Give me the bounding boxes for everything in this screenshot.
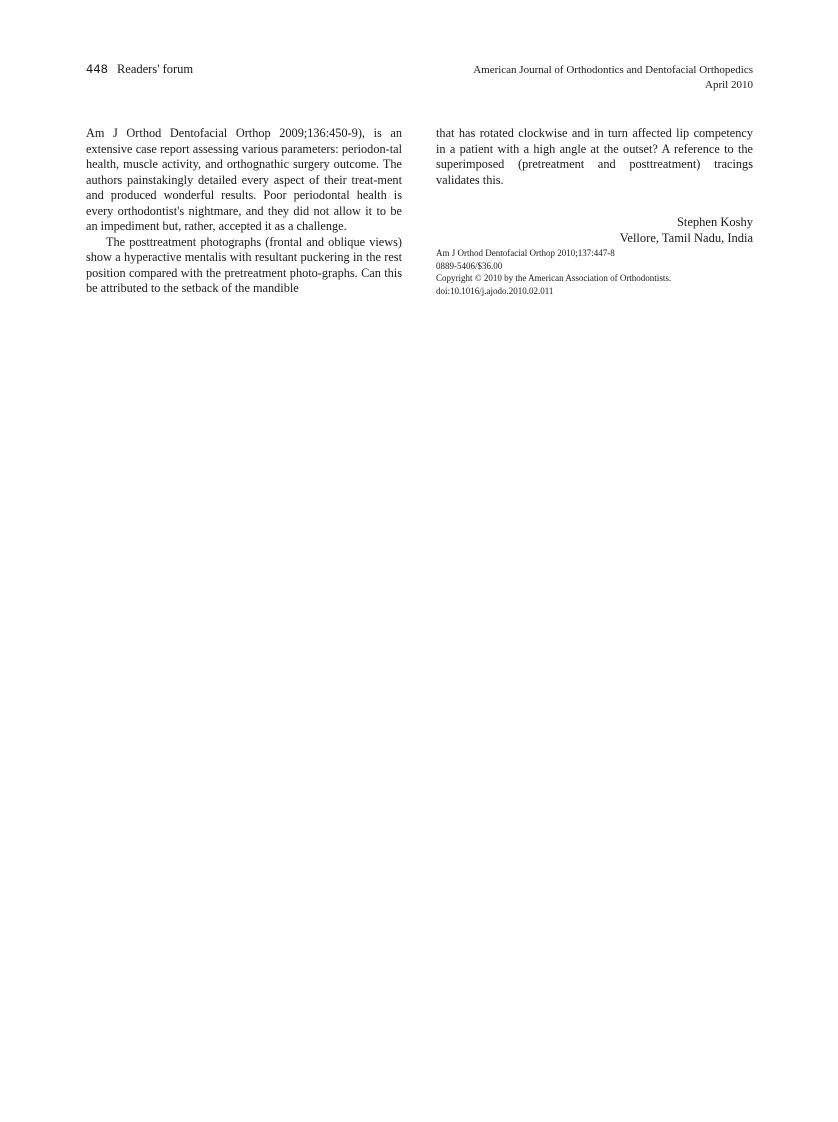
author-name: Stephen Koshy bbox=[676, 215, 753, 229]
doi: doi:10.1016/j.ajodo.2010.02.011 bbox=[436, 285, 554, 296]
citation-block bbox=[436, 247, 671, 297]
body-paragraph: that has rotated clockwise and in turn affected lip competency in a patient with a high angle at the outset? A reference to the superimposed (pretreatment and posttreatment) tracings validates this. bbox=[436, 126, 753, 187]
body-paragraph: Am J Orthod Dentofacial Orthop 2009;136:450-9), is an extensive case report assessing various parameters: periodon-tal health, muscle activity, and orthognathic surgery outcome. The authors painstakingly detailed every aspect of their treat-ment and produced wonderful results. Poor periodontal health is every orthodontist's nightmare, and they did not allow it to be an impediment but, rather, accepted it as a challenge. bbox=[86, 126, 402, 233]
body-paragraph: The posttreatment photographs (frontal and oblique views) show a hyperactive mentalis with resultant puckering in the rest position compared with the pretreatment photo-graphs. Can this be attributed to the setback of the mandible bbox=[86, 234, 402, 295]
left-column bbox=[86, 126, 402, 297]
running-header-left bbox=[86, 62, 193, 77]
citation-reference: Am J Orthod Dentofacial Orthop 2010;137:447-8 bbox=[436, 248, 615, 258]
journal-title: American Journal of Orthodontics and Dentofacial Orthopedics bbox=[473, 64, 753, 76]
page-number: 448 bbox=[86, 62, 108, 76]
issue-date: April 2010 bbox=[705, 79, 753, 91]
section-title: Readers' forum bbox=[116, 62, 194, 76]
author-signature bbox=[620, 214, 753, 246]
copyright-notice: Copyright © 2010 by the American Association of Orthodontists. bbox=[436, 273, 672, 283]
running-header-right bbox=[473, 63, 753, 93]
author-location: Vellore, Tamil Nadu, India bbox=[619, 231, 753, 245]
right-column bbox=[436, 126, 753, 188]
price-code: 0889-5406/$36.00 bbox=[436, 260, 503, 271]
